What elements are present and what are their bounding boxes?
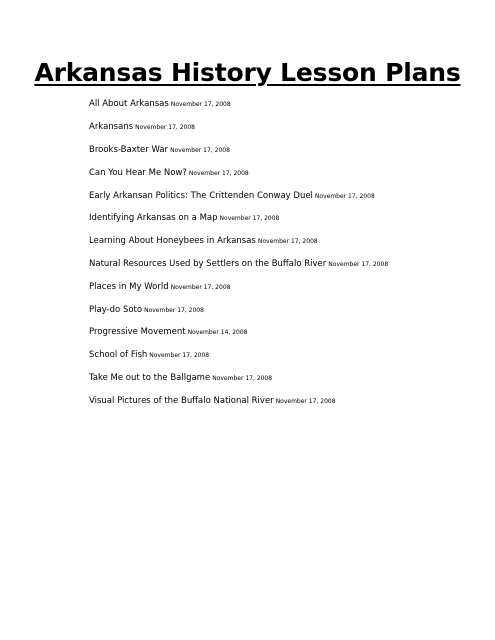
lesson-link[interactable]: Visual Pictures of the Buffalo National River bbox=[89, 395, 274, 406]
list-item bbox=[89, 321, 489, 344]
list-item bbox=[89, 93, 489, 116]
lesson-date: November 17, 2008 bbox=[314, 192, 375, 200]
lesson-link[interactable]: Take Me out to the Ballgame bbox=[89, 372, 211, 383]
lesson-link[interactable]: Identifying Arkansas on a Map bbox=[89, 213, 218, 224]
lesson-date: November 17, 2008 bbox=[170, 101, 231, 109]
lesson-date: November 17, 2008 bbox=[149, 352, 210, 360]
lesson-link[interactable]: Play-do Soto bbox=[89, 304, 143, 315]
lesson-link[interactable]: Learning About Honeybees in Arkansas bbox=[89, 236, 256, 247]
lesson-link[interactable]: Brooks-Baxter War bbox=[89, 144, 169, 155]
list-item bbox=[89, 275, 489, 298]
lesson-date: November 17, 2008 bbox=[144, 306, 204, 314]
list-item bbox=[89, 230, 489, 253]
lesson-date: November 17, 2008 bbox=[219, 215, 280, 223]
list-item bbox=[89, 253, 489, 276]
list-item bbox=[89, 344, 489, 367]
lesson-date: November 17, 2008 bbox=[212, 374, 273, 382]
list-item bbox=[89, 184, 489, 207]
lesson-link[interactable]: Early Arkansan Politics: The Crittenden Conway Duel bbox=[89, 190, 313, 201]
list-item bbox=[89, 298, 489, 321]
list-item bbox=[89, 207, 489, 230]
lesson-list bbox=[89, 93, 489, 412]
list-item bbox=[89, 367, 489, 390]
list-item bbox=[89, 389, 489, 412]
lesson-date: November 17, 2008 bbox=[275, 397, 336, 405]
list-item bbox=[89, 161, 489, 184]
lesson-date: November 17, 2008 bbox=[135, 124, 195, 132]
lesson-link[interactable]: Can You Hear Me Now? bbox=[89, 167, 187, 178]
lesson-date: November 17, 2008 bbox=[170, 283, 231, 291]
lesson-link[interactable]: Arkansans bbox=[89, 122, 134, 133]
lesson-date: November 17, 2008 bbox=[170, 146, 230, 154]
lesson-date: November 17, 2008 bbox=[328, 260, 389, 268]
lesson-date: November 17, 2008 bbox=[257, 238, 318, 246]
lesson-date: November 17, 2008 bbox=[188, 169, 249, 177]
lesson-link[interactable]: Progressive Movement bbox=[89, 327, 186, 338]
page-title: Arkansas History Lesson Plans bbox=[34, 58, 461, 87]
lesson-link[interactable]: Natural Resources Used by Settlers on the Buffalo River bbox=[89, 258, 327, 269]
list-item bbox=[89, 139, 489, 162]
list-item bbox=[89, 116, 489, 139]
lesson-link[interactable]: School of Fish bbox=[89, 350, 148, 361]
lesson-link[interactable]: All About Arkansas bbox=[89, 99, 169, 110]
lesson-date: November 14, 2008 bbox=[187, 329, 248, 337]
lesson-link[interactable]: Places in My World bbox=[89, 281, 169, 292]
